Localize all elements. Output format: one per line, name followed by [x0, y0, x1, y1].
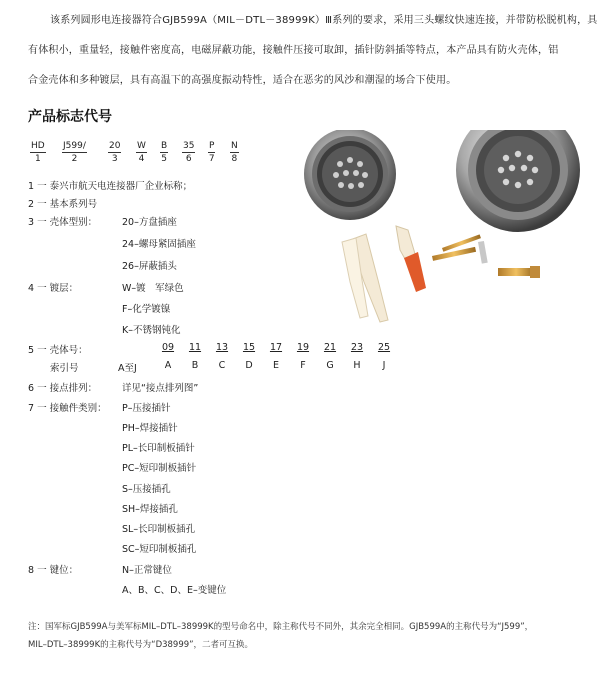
- item-1: 1 一 泰兴市航天电连接器厂企业标称；: [28, 181, 193, 192]
- shell-size: 17: [269, 342, 283, 353]
- item-4-option-b: F–化学镀镍: [122, 304, 171, 315]
- code-index: 2: [71, 154, 78, 164]
- shell-size: 23: [350, 342, 364, 353]
- item-5-sub-label: 索引号: [50, 363, 79, 374]
- code-value: W: [137, 141, 146, 151]
- code-part-6: [182, 140, 195, 165]
- code-index: 6: [185, 154, 192, 164]
- shell-index: G: [326, 360, 334, 371]
- plug-connector-image: [304, 130, 396, 220]
- connector-product-photo: [292, 130, 598, 330]
- shell-index: A: [164, 360, 172, 371]
- contact-tools-image: [342, 226, 540, 322]
- shell-size: 25: [377, 342, 391, 353]
- item-4-option-a: W–镀 军绿色: [122, 283, 184, 294]
- item-7-label: 7 一 接触件类别：: [28, 403, 107, 414]
- code-value: 20: [109, 141, 121, 151]
- shell-index: B: [191, 360, 199, 371]
- shell-index: J: [382, 360, 386, 371]
- code-value: J599/: [63, 141, 86, 151]
- contact-type: S–压接插孔: [122, 484, 171, 495]
- code-part-1: [30, 140, 46, 165]
- contact-type: SH–焊接插孔: [122, 504, 178, 515]
- shell-index: F: [300, 360, 306, 371]
- contact-type: SL–长印制板插孔: [122, 524, 196, 535]
- intro-line-2: 有体积小，重量轻，接触件密度高，电磁屏蔽功能，接触件压接可取卸，插针防斜插等特点，本产品具有防火壳体，铝: [28, 45, 559, 56]
- code-value: N: [231, 141, 238, 151]
- shell-index: C: [218, 360, 226, 371]
- code-index: 8: [231, 154, 238, 164]
- code-part-2: [62, 140, 87, 165]
- shell-index: E: [272, 360, 279, 371]
- section-title: 产品标志代号: [28, 109, 112, 125]
- code-index: 5: [161, 154, 167, 164]
- intro-paragraph: [28, 6, 600, 96]
- footnote-line-2: MIL–DTL–38999K的主称代号为“D38999”，二者可互换。: [28, 640, 254, 650]
- shell-index: D: [245, 360, 253, 371]
- item-6-value: 详见“接点排列图”: [122, 383, 199, 394]
- code-index: 7: [208, 154, 215, 164]
- contact-type: P–压接插针: [122, 403, 171, 414]
- shell-size: 21: [323, 342, 337, 353]
- item-3-label: 3 一 壳体型别：: [28, 217, 98, 228]
- code-part-7: [208, 140, 215, 165]
- item-4-option-c: K–不锈钢钝化: [122, 325, 181, 336]
- code-part-4: [136, 140, 147, 165]
- item-6-label: 6 一 接点排列：: [28, 383, 98, 394]
- code-value: 35: [183, 141, 195, 151]
- footnote: [28, 618, 603, 654]
- item-5-range: A至J: [118, 363, 137, 374]
- item-8-label: 8 一 键位：: [28, 565, 79, 576]
- code-part-5: [160, 140, 168, 165]
- code-part-8: [230, 140, 239, 165]
- item-4-label: 4 一 镀层：: [28, 283, 79, 294]
- shell-size: 11: [188, 342, 202, 353]
- item-8-option-b: A、B、C、D、E–变键位: [122, 585, 227, 596]
- shell-size: 19: [296, 342, 310, 353]
- code-value: HD: [31, 141, 45, 151]
- shell-size: 15: [242, 342, 256, 353]
- code-value: B: [161, 141, 168, 151]
- contact-type: SC–短印制板插孔: [122, 544, 197, 555]
- item-3-option-a: 20–方盘插座: [122, 217, 177, 228]
- receptacle-connector-image: [456, 130, 580, 232]
- intro-line-1: 该系列圆形电连接器符合GJB599A（MIL－DTL－38999K）Ⅲ系列的要求，采用三头螺纹快速连接，并带防松脱机构，具: [50, 15, 598, 26]
- shell-size: 09: [161, 342, 175, 353]
- item-5-label: 5 一 壳体号：: [28, 345, 88, 356]
- intro-line-3: 合金壳体和多种镀层，具有高温下的高强度振动特性，适合在恶劣的风沙和潮湿的场合下使用。: [28, 75, 457, 86]
- item-3-option-c: 26–屏蔽插头: [122, 261, 177, 272]
- contact-type: PC–短印制板插针: [122, 463, 197, 474]
- item-2: 2 一 基本系列号: [28, 199, 98, 210]
- item-8-option-a: N–正常键位: [122, 565, 172, 576]
- shell-size: 13: [215, 342, 229, 353]
- code-index: 3: [111, 154, 118, 164]
- code-index: 1: [34, 154, 41, 164]
- code-part-3: [108, 140, 121, 165]
- footnote-line-1: 注：国军标GJB599A与美军标MIL–DTL–38999K的型号命名中，除主称代号不同外，其余完全相同。GJB599A的主称代号为“J599”，: [28, 622, 534, 632]
- contact-type: PH–焊接插针: [122, 423, 178, 434]
- contact-type: PL–长印制板插针: [122, 443, 195, 454]
- code-index: 4: [138, 154, 145, 164]
- code-value: P: [209, 141, 215, 151]
- item-3-option-b: 24–螺母紧固插座: [122, 239, 196, 250]
- shell-index: H: [353, 360, 361, 371]
